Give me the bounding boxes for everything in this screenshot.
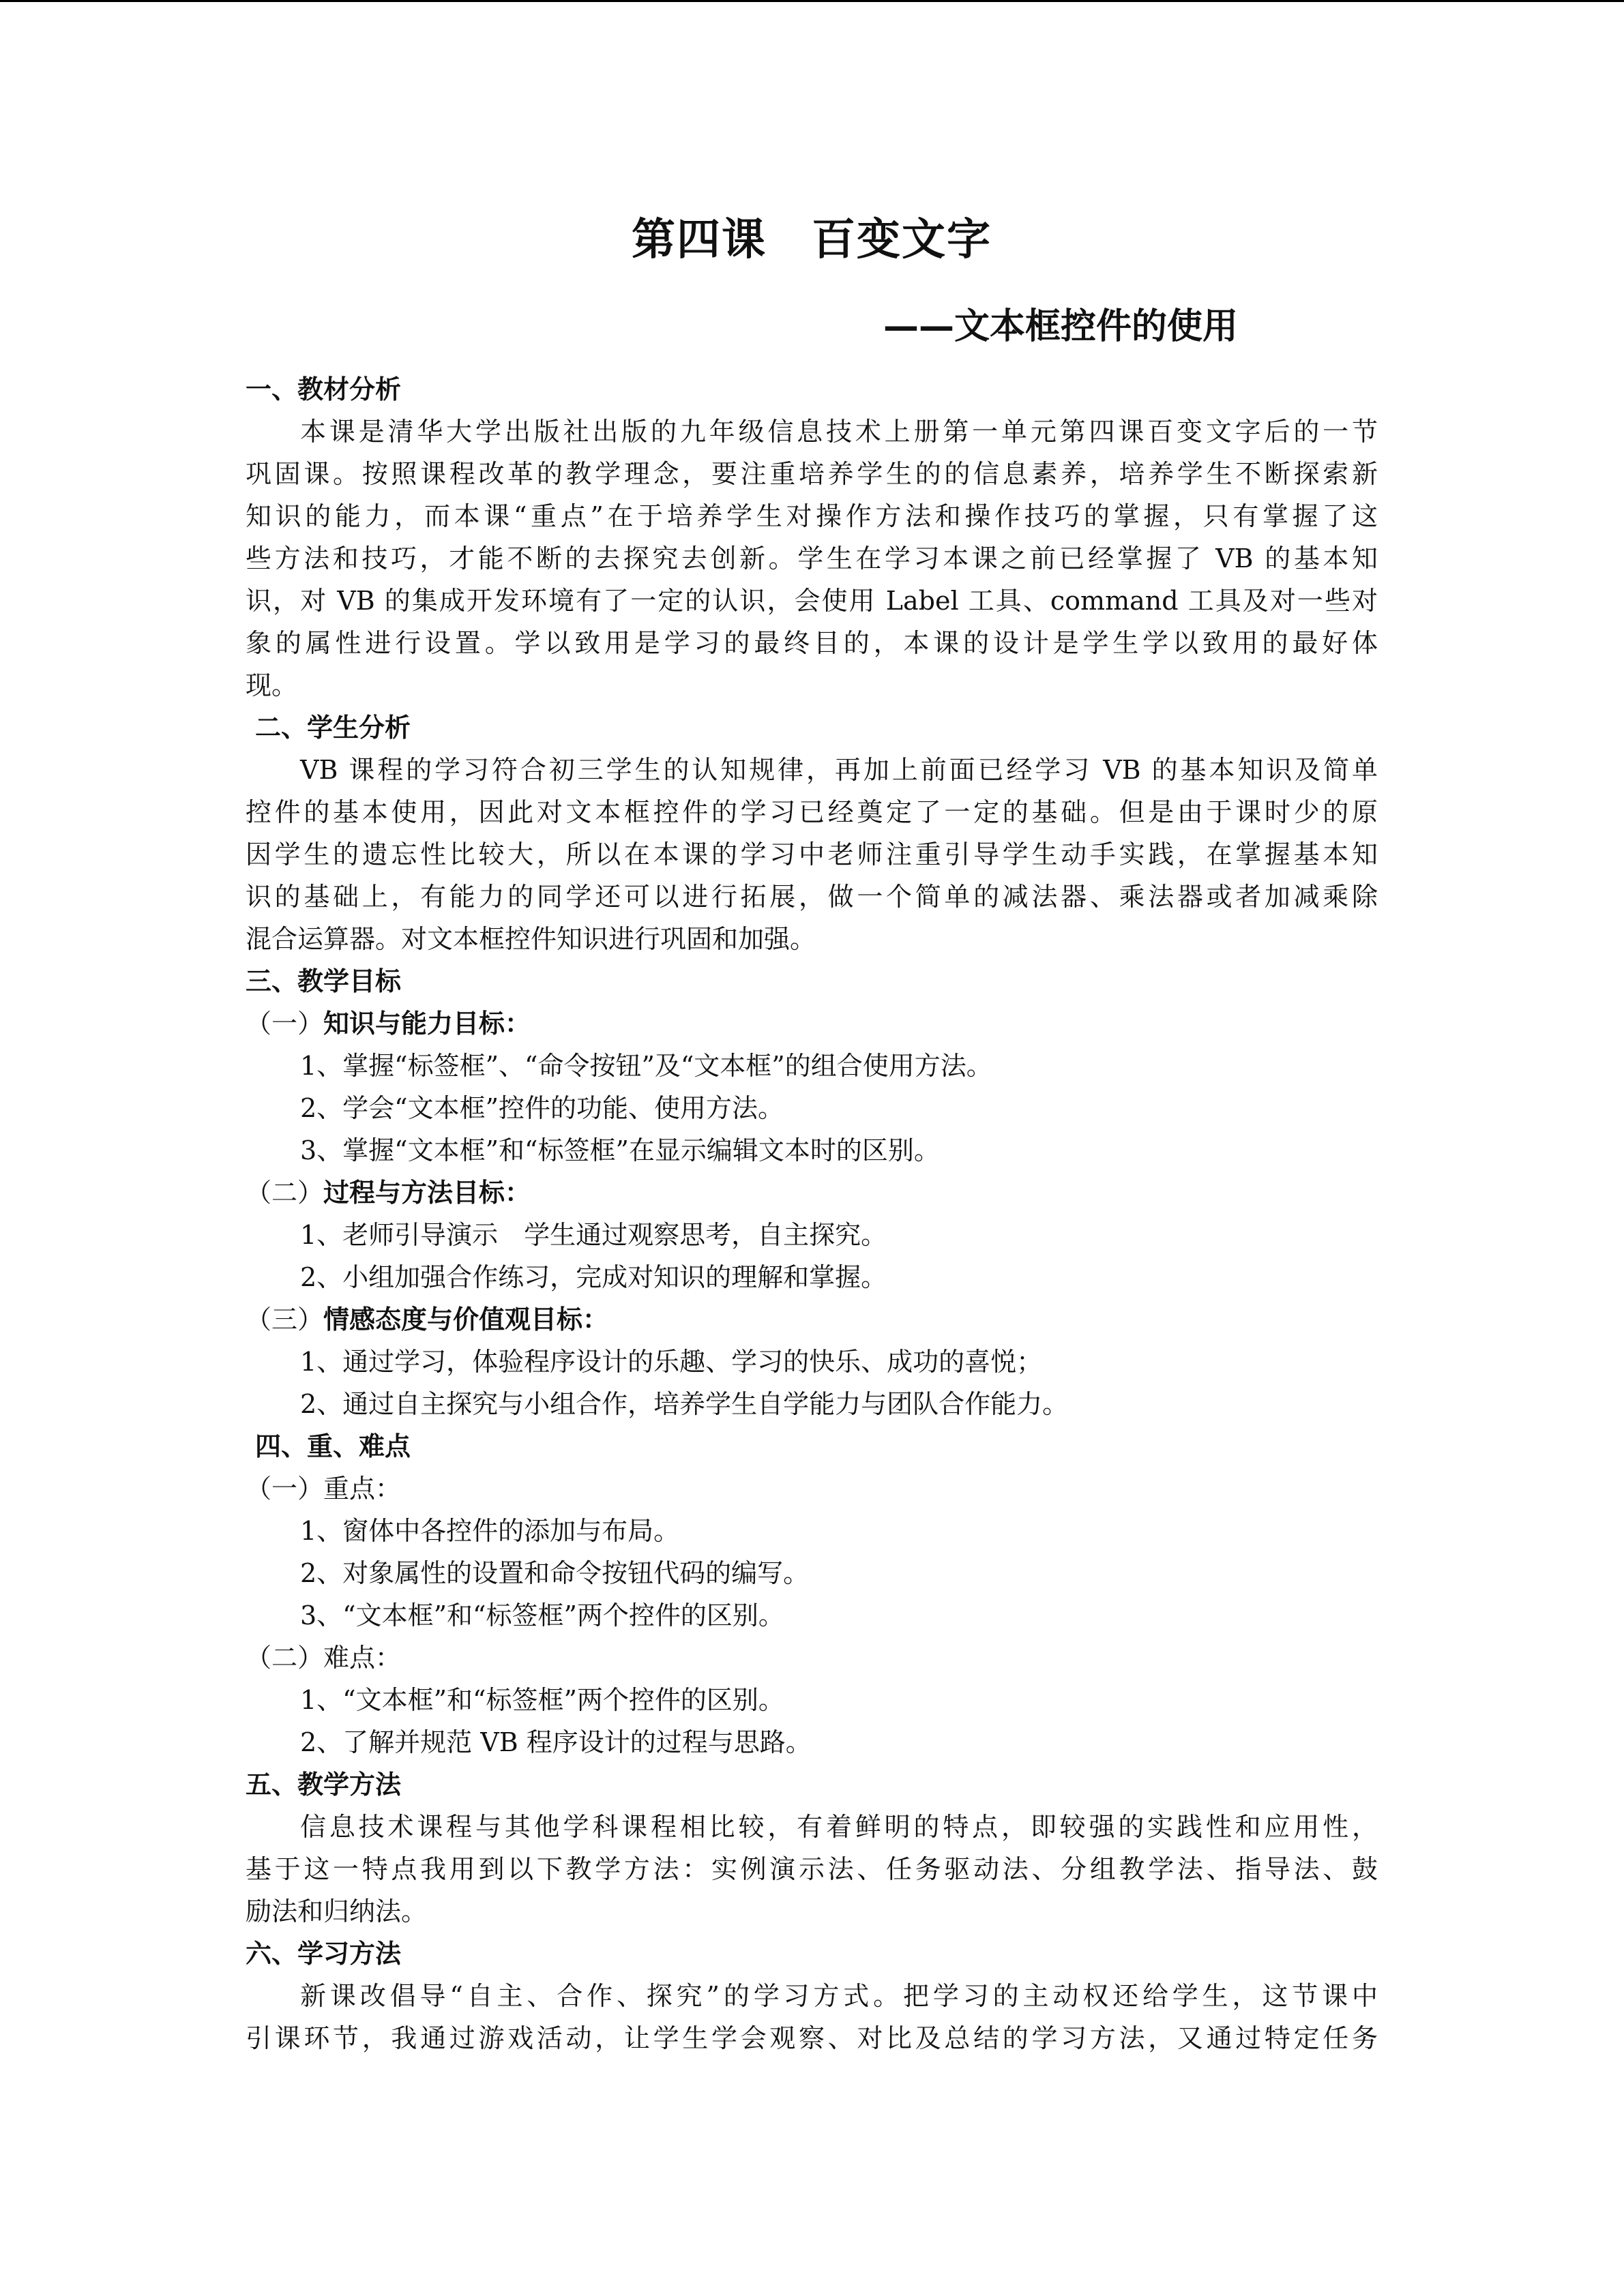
paragraph-line: 励法和归纳法。 <box>246 1896 428 1926</box>
paragraph-line: 控件的基本使用，因此对文本框控件的学习已经奠定了一定的基础。但是由于课时少的原 <box>246 797 1378 827</box>
paragraph-line: 因学生的遗忘性比较大，所以在本课的学习中老师注重引导学生动手实践，在掌握基本知 <box>246 839 1378 869</box>
list-item: 1、老师引导演示 学生通过观察思考，自主探究。 <box>300 1220 887 1250</box>
list-item: 3、掌握“文本框”和“标签框”在显示编辑文本时的区别。 <box>300 1135 940 1165</box>
section-heading-teaching-goals: 三、教学目标 <box>246 966 402 996</box>
paragraph-line: 些方法和技巧，才能不断的去探究去创新。学生在学习本课之前已经掌握了 VB 的基本知 <box>246 543 1378 573</box>
subheading-difficulties: （二）难点： <box>246 1643 402 1673</box>
paragraph-line: 知识的能力，而本课“重点”在于培养学生对操作方法和操作技巧的掌握，只有掌握了这 <box>246 501 1378 531</box>
subheading-key-points: （一）重点： <box>246 1474 402 1504</box>
list-item: 2、对象属性的设置和命令按钮代码的编写。 <box>300 1558 810 1588</box>
list-item: 1、“文本框”和“标签框”两个控件的区别。 <box>300 1685 784 1715</box>
paragraph-line: 象的属性进行设置。学以致用是学习的最终目的，本课的设计是学生学以致用的最好体 <box>246 628 1378 658</box>
paragraph-line: 新课改倡导“自主、合作、探究”的学习方式。把学习的主动权还给学生，这节课中 <box>300 1981 1378 2011</box>
list-item: 1、通过学习，体验程序设计的乐趣、学习的快乐、成功的喜悦； <box>300 1347 1043 1377</box>
page-top-border <box>0 0 1624 2</box>
paragraph-line: 混合运算器。对文本框控件知识进行巩固和加强。 <box>246 924 816 954</box>
paragraph-line: VB 课程的学习符合初三学生的认知规律，再加上前面已经学习 VB 的基本知识及简单 <box>300 755 1378 785</box>
page-subtitle: ——文本框控件的使用 <box>883 306 1239 347</box>
section-heading-student-analysis: 二、学生分析 <box>255 713 411 743</box>
subheading-process-goals: （二）过程与方法目标： <box>246 1178 531 1208</box>
section-heading-key-points: 四、重、难点 <box>255 1431 411 1461</box>
document-body <box>246 368 1378 2059</box>
paragraph-line: 识，对 VB 的集成开发环境有了一定的认识，会使用 Label 工具、command 工具及对一些对 <box>246 586 1378 616</box>
section-heading-learning-methods: 六、学习方法 <box>246 1939 402 1969</box>
paragraph-line: 引课环节，我通过游戏活动，让学生学会观察、对比及总结的学习方法，又通过特定任务 <box>246 2023 1378 2053</box>
paragraph-line: 本课是清华大学出版社出版的九年级信息技术上册第一单元第四课百变文字后的一节 <box>300 417 1378 447</box>
subheading-emotion-goals: （三）情感态度与价值观目标： <box>246 1304 609 1335</box>
list-item: 2、学会“文本框”控件的功能、使用方法。 <box>300 1093 784 1123</box>
paragraph-line: 现。 <box>246 670 298 700</box>
page-title: 第四课 百变文字 <box>632 215 992 265</box>
subheading-knowledge-goals: （一）知识与能力目标： <box>246 1009 531 1039</box>
list-item: 2、小组加强合作练习，完成对知识的理解和掌握。 <box>300 1262 887 1292</box>
list-item: 2、了解并规范 VB 程序设计的过程与思路。 <box>300 1727 812 1757</box>
paragraph-line: 巩固课。按照课程改革的教学理念，要注重培养学生的的信息素养，培养学生不断探索新 <box>246 459 1378 489</box>
paragraph-line: 信息技术课程与其他学科课程相比较，有着鲜明的特点，即较强的实践性和应用性， <box>300 1812 1378 1842</box>
paragraph-line: 识的基础上，有能力的同学还可以进行拓展，做一个简单的减法器、乘法器或者加减乘除 <box>246 882 1378 912</box>
list-item: 3、“文本框”和“标签框”两个控件的区别。 <box>300 1600 784 1630</box>
paragraph-line: 基于这一特点我用到以下教学方法：实例演示法、任务驱动法、分组教学法、指导法、鼓 <box>246 1854 1378 1884</box>
section-heading-material-analysis: 一、教材分析 <box>246 374 402 404</box>
section-heading-teaching-methods: 五、教学方法 <box>246 1770 402 1800</box>
list-item: 2、通过自主探究与小组合作，培养学生自学能力与团队合作能力。 <box>300 1389 1069 1419</box>
list-item: 1、窗体中各控件的添加与布局。 <box>300 1516 680 1546</box>
list-item: 1、掌握“标签框”、“命令按钮”及“文本框”的组合使用方法。 <box>300 1051 992 1081</box>
